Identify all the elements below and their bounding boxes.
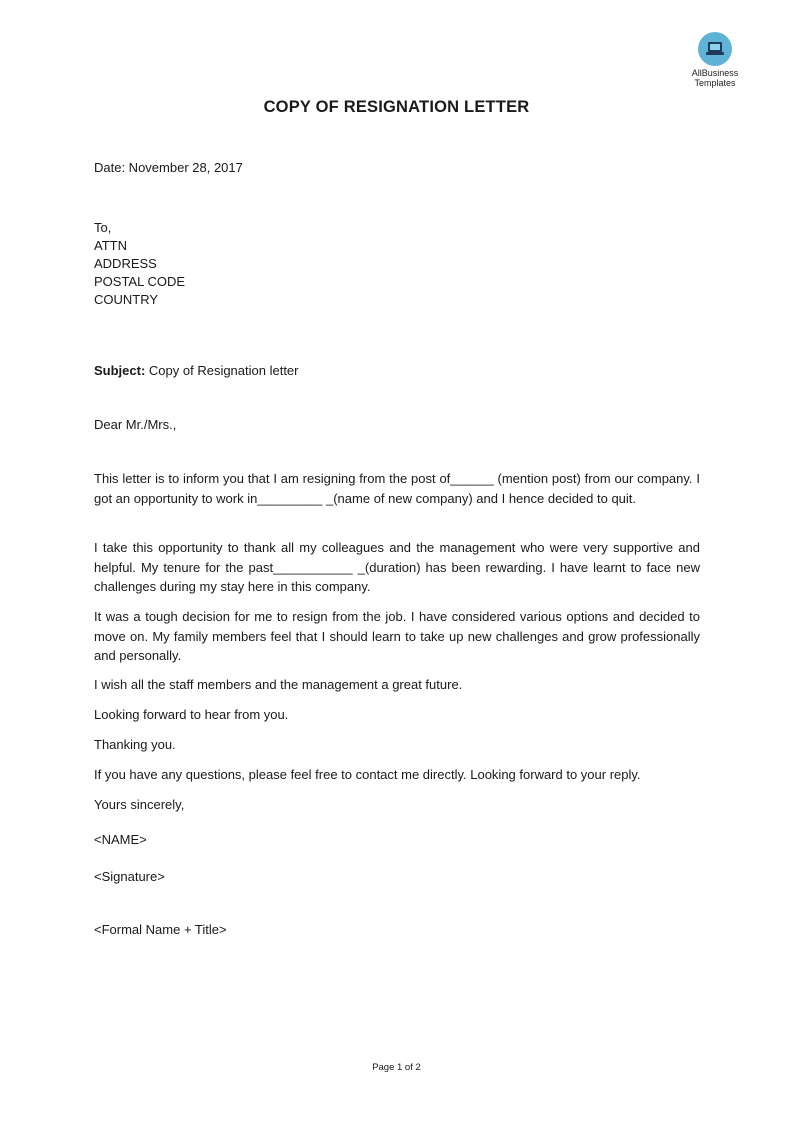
address-street: ADDRESS xyxy=(94,256,157,271)
salutation: Dear Mr./Mrs., xyxy=(94,417,177,432)
recipient-address xyxy=(94,219,700,309)
sender-name: <NAME> xyxy=(94,832,147,847)
logo-line-2: Templates xyxy=(694,78,736,88)
body-paragraph-1: This letter is to inform you that I am resigning from the post of______ (mention post) from our company. I got an opportunity to work in_________ _(name of new company) and I hence decided to quit. xyxy=(94,471,700,506)
sender-formal-name: <Formal Name + Title> xyxy=(94,922,227,937)
closing: Yours sincerely, xyxy=(94,797,185,812)
body-paragraph-3: It was a tough decision for me to resign from the job. I have considered various options and decided to move on. My family members feel that I should learn to take up new challenges and grow professionally and personally. xyxy=(94,609,700,663)
subject-text: Copy of Resignation letter xyxy=(145,363,299,378)
letter-date: Date: November 28, 2017 xyxy=(94,160,243,175)
brand-logo xyxy=(680,32,750,88)
sender-signature: <Signature> xyxy=(94,869,165,884)
address-postal-code: POSTAL CODE xyxy=(94,274,186,289)
body-paragraph-6: Thanking you. xyxy=(94,737,176,752)
address-country: COUNTRY xyxy=(94,292,159,307)
subject-label: Subject: xyxy=(94,363,146,378)
page-number: Page 1 of 2 xyxy=(372,1062,421,1073)
body-paragraph-5: Looking forward to hear from you. xyxy=(94,707,289,722)
body-paragraph-7: If you have any questions, please feel free to contact me directly. Looking forward to your reply. xyxy=(94,767,641,782)
laptop-icon xyxy=(698,32,732,66)
logo-line-1: AllBusiness xyxy=(691,68,739,78)
subject-line xyxy=(94,362,700,380)
address-attn: ATTN xyxy=(94,238,127,253)
body-paragraph-2: I take this opportunity to thank all my colleagues and the management who were very supportive and helpful. My tenure for the past___________ _(duration) has been rewarding. I have learnt to face new challenges during my stay here in this company. xyxy=(94,540,700,594)
body-paragraph-4: I wish all the staff members and the management a great future. xyxy=(94,677,463,692)
address-to: To, xyxy=(94,220,112,235)
page-title: COPY OF RESIGNATION LETTER xyxy=(263,98,530,116)
